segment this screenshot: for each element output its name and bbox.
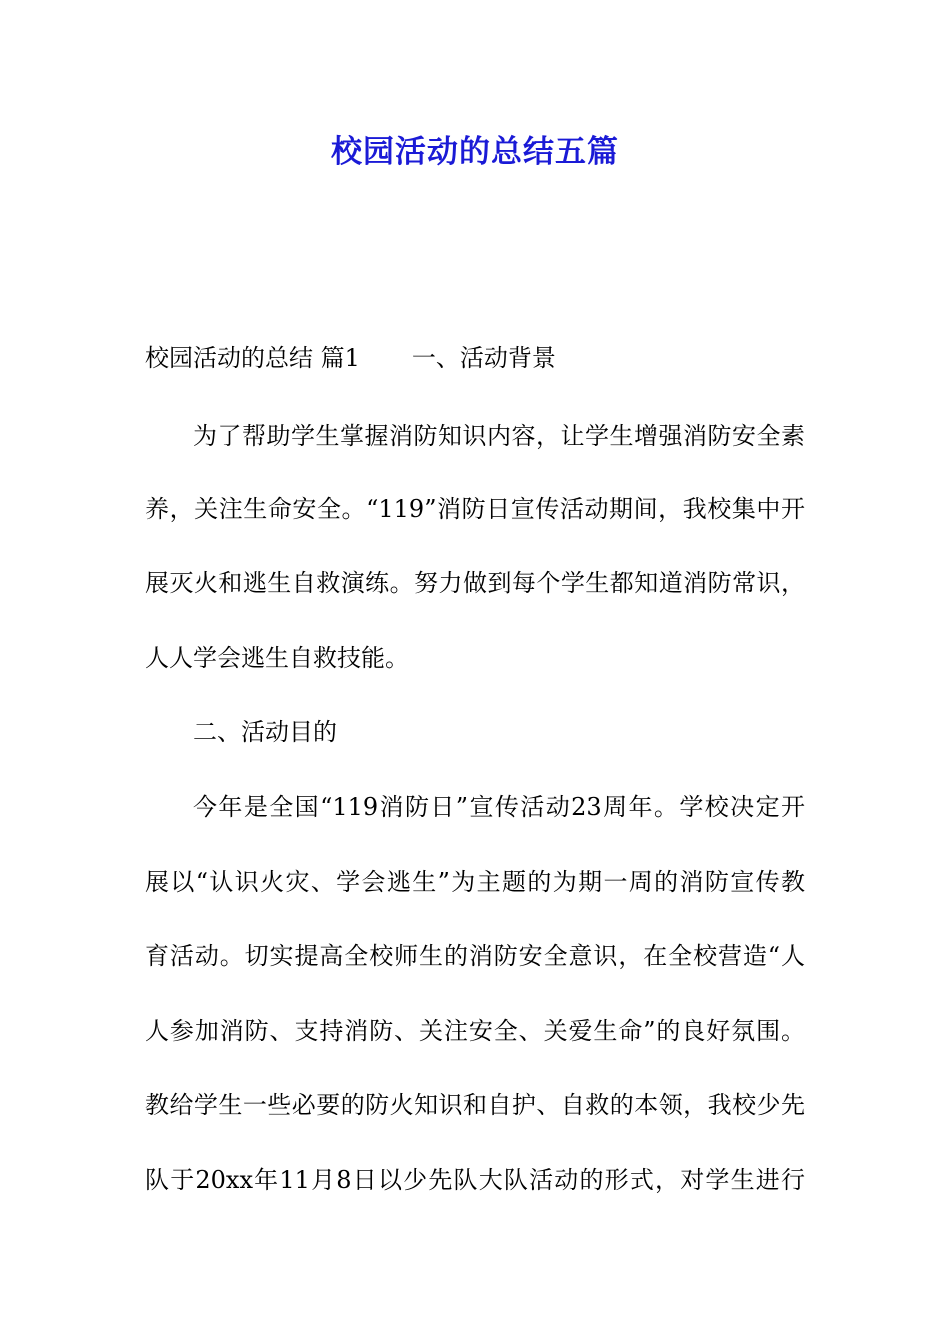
section-label: 校园活动的总结 篇1 xyxy=(145,344,360,372)
paragraph-line: 育活动。切实提高全校师生的消防安全意识，在全校营造“人 xyxy=(145,942,805,970)
paragraph-line: 队于20xx年11月8日以少先队大队活动的形式，对学生进行 xyxy=(145,1166,805,1194)
paragraph-line: 养，关注生命安全。“119”消防日宣传活动期间，我校集中开 xyxy=(145,495,805,523)
paragraph-line: 为了帮助学生掌握消防知识内容，让学生增强消防安全素 xyxy=(193,422,805,450)
paragraph-line: 人参加消防、支持消防、关注安全、关爱生命”的良好氛围。 xyxy=(145,1017,805,1045)
paragraph-line: 人人学会逃生自救技能。 xyxy=(145,644,409,672)
section-heading-line xyxy=(145,340,805,376)
heading-activity-background: 一、活动背景 xyxy=(411,344,556,372)
paragraph-line: 今年是全国“119消防日”宣传活动23周年。学校决定开 xyxy=(193,793,805,821)
paragraph-line: 展以“认识火灾、学会逃生”为主题的为期一周的消防宣传教 xyxy=(145,868,805,896)
paragraph-line: 教给学生一些必要的防火知识和自护、自救的本领，我校少先 xyxy=(145,1091,805,1119)
document-title: 校园活动的总结五篇 xyxy=(331,134,619,170)
heading-activity-purpose: 二、活动目的 xyxy=(193,718,337,746)
paragraph-line: 展灭火和逃生自救演练。努力做到每个学生都知道消防常识， xyxy=(145,569,805,597)
